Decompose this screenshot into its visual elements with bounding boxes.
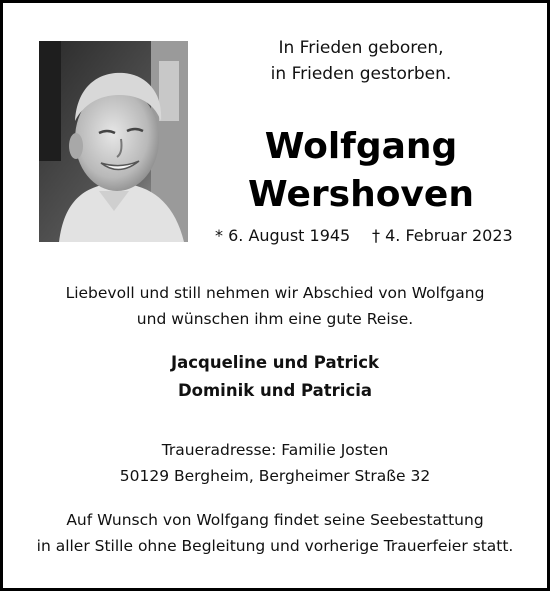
death-date: † 4. Februar 2023 (372, 226, 513, 245)
deceased-first-name: Wolfgang (264, 126, 458, 167)
mourner-line-1: Jacqueline und Patrick (170, 353, 380, 372)
farewell-line-2: und wünschen ihm eine gute Reise. (136, 310, 414, 328)
motto-line-1: In Frieden geboren, (278, 38, 444, 58)
closing-line-2: in aller Stille ohne Begleitung und vorherige Trauerfeier statt. (36, 537, 514, 555)
address-line-2: 50129 Bergheim, Bergheimer Straße 32 (119, 467, 431, 485)
deceased-last-name: Wershoven (248, 174, 474, 215)
birth-date: * 6. August 1945 (215, 226, 351, 245)
farewell-line-1: Liebevoll und still nehmen wir Abschied von Wolfgang (65, 284, 485, 302)
closing-line-1: Auf Wunsch von Wolfgang findet seine Seebestattung (66, 511, 484, 529)
mourner-line-2: Dominik und Patricia (177, 381, 373, 400)
portrait-photo (39, 41, 188, 242)
address-line-1: Traueradresse: Familie Josten (161, 441, 389, 459)
motto-line-2: in Frieden gestorben. (270, 64, 452, 84)
